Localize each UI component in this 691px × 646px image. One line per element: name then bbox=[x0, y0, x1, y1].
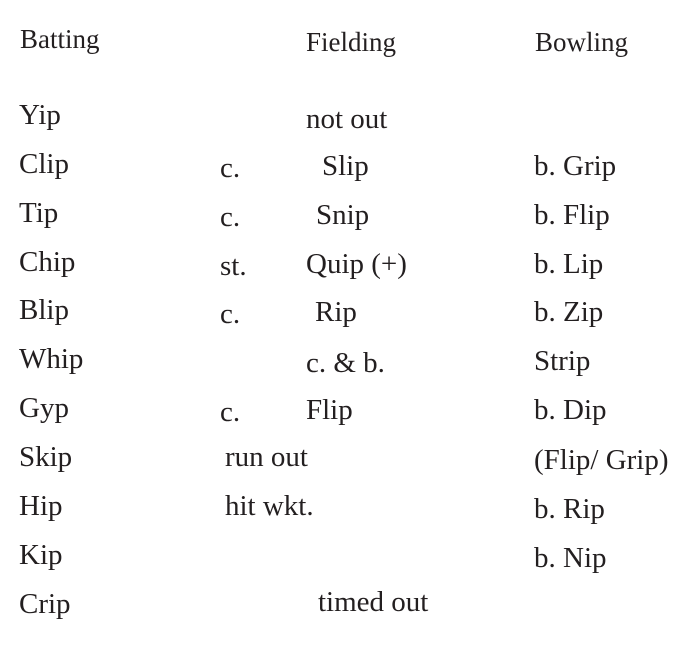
fielding-prefix: c. bbox=[220, 298, 241, 330]
fielding-prefix: c. bbox=[220, 201, 241, 233]
batsman-name: Chip bbox=[19, 246, 76, 278]
fielder-name: Snip bbox=[316, 199, 370, 231]
fielding-prefix: c. bbox=[220, 152, 241, 184]
bowling-entry: b. Grip bbox=[534, 150, 617, 182]
batsman-name: Tip bbox=[19, 197, 59, 229]
bowling-entry: (Flip/ Grip) bbox=[534, 444, 669, 476]
fielder-name: Slip bbox=[322, 150, 369, 182]
fielder-name: not out bbox=[306, 103, 388, 135]
bowling-entry: b. Dip bbox=[534, 394, 607, 426]
batsman-name: Blip bbox=[19, 294, 69, 326]
batsman-name: Kip bbox=[19, 539, 63, 571]
bowling-entry: b. Zip bbox=[534, 296, 604, 328]
batsman-name: Yip bbox=[19, 99, 61, 131]
batsman-name: Crip bbox=[19, 588, 71, 620]
header-fielding: Fielding bbox=[306, 27, 397, 57]
fielder-name: c. & b. bbox=[306, 347, 385, 379]
fielder-name: Quip (+) bbox=[306, 248, 407, 280]
batsman-name: Whip bbox=[19, 343, 84, 375]
dismissal-text: run out bbox=[225, 441, 308, 473]
bowling-entry: Strip bbox=[534, 345, 591, 377]
bowling-entry: b. Flip bbox=[534, 199, 610, 231]
batsman-name: Hip bbox=[19, 490, 63, 522]
batsman-name: Skip bbox=[19, 441, 73, 473]
fielding-prefix: c. bbox=[220, 396, 241, 428]
header-batting: Batting bbox=[20, 24, 100, 54]
bowling-entry: b. Lip bbox=[534, 248, 604, 280]
fielder-name: Rip bbox=[315, 296, 357, 328]
header-bowling: Bowling bbox=[535, 27, 629, 57]
bowling-entry: b. Rip bbox=[534, 493, 605, 525]
dismissal-text: timed out bbox=[318, 586, 429, 618]
batsman-name: Clip bbox=[19, 148, 69, 180]
fielder-name: Flip bbox=[306, 394, 353, 426]
bowling-entry: b. Nip bbox=[534, 542, 607, 574]
dismissal-text: hit wkt. bbox=[225, 490, 314, 522]
batsman-name: Gyp bbox=[19, 392, 69, 424]
fielding-prefix: st. bbox=[220, 250, 247, 282]
